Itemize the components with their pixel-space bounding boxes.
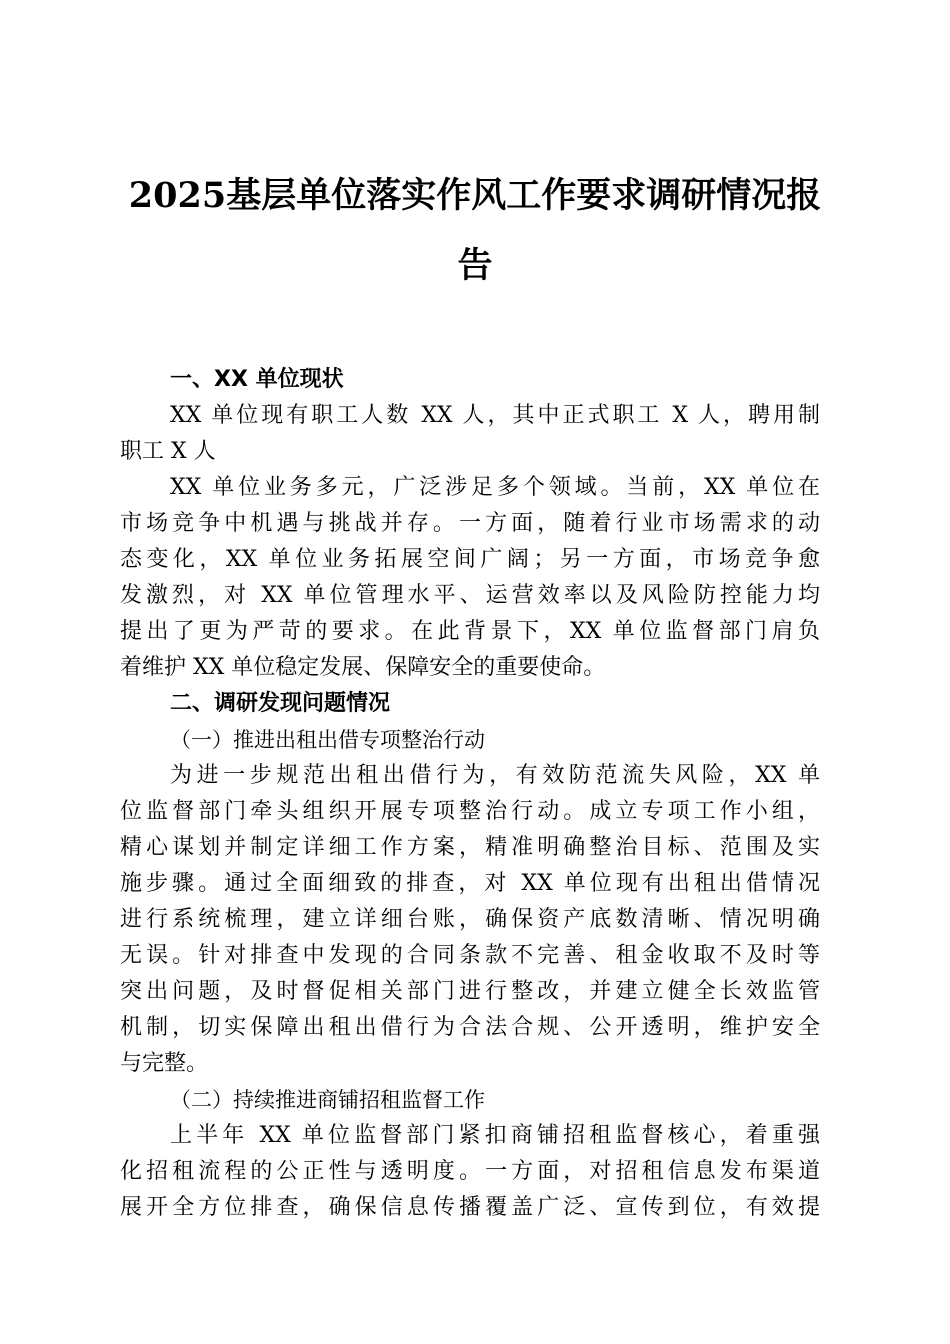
paragraph-line: 位监督部门牵头组织开展专项整治行动。成立专项工作小组， <box>120 799 820 824</box>
section-heading-2: 二、调研发现问题情况 <box>170 691 391 716</box>
subsection-heading-1: （一）推进出租出借专项整治行动 <box>170 728 485 752</box>
paragraph-line: 着维护 XX 单位稳定发展、保障安全的重要使命。 <box>120 655 606 680</box>
paragraph-1 <box>120 398 820 470</box>
paragraph-line: 职工 X 人 <box>120 439 216 464</box>
section-heading-1: 一、XX 单位现状 <box>170 367 344 392</box>
paragraph-line: 化招租流程的公正性与透明度。一方面，对招租信息发布渠道 <box>120 1159 820 1184</box>
paragraph-line: XX 单位业务多元，广泛涉足多个领域。当前，XX 单位在 <box>170 475 820 500</box>
paragraph-line: 发激烈，对 XX 单位管理水平、运营效率以及风险防控能力均 <box>120 583 820 608</box>
paragraph-line: 精心谋划并制定详细工作方案，精准明确整治目标、范围及实 <box>120 835 820 860</box>
paragraph-line: 提出了更为严苛的要求。在此背景下，XX 单位监督部门肩负 <box>120 619 820 644</box>
paragraph-line: 与完整。 <box>120 1051 209 1076</box>
paragraph-line: 上半年 XX 单位监督部门紧扣商铺招租监督核心，着重强 <box>170 1123 820 1148</box>
paragraph-line: XX 单位现有职工人数 XX 人，其中正式职工 X 人，聘用制 <box>170 403 820 428</box>
paragraph-line: 市场竞争中机遇与挑战并存。一方面，随着行业市场需求的动 <box>120 511 820 536</box>
document-title-line-1: 2025基层单位落实作风工作要求调研情况报 <box>128 175 822 216</box>
document-title-line-2: 告 <box>457 245 493 286</box>
document-body <box>120 362 820 1226</box>
paragraph-3 <box>120 758 820 1082</box>
paragraph-line: 态变化，XX 单位业务拓展空间广阔；另一方面，市场竞争愈 <box>120 547 820 572</box>
paragraph-line: 突出问题，及时督促相关部门进行整改，并建立健全长效监管 <box>120 979 820 1004</box>
paragraph-line: 展开全方位排查，确保信息传播覆盖广泛、宣传到位，有效提 <box>120 1195 820 1220</box>
subsection-heading-2: （二）持续推进商铺招租监督工作 <box>170 1088 485 1112</box>
paragraph-line: 进行系统梳理，建立详细台账，确保资产底数清晰、情况明确 <box>120 907 820 932</box>
paragraph-line: 为进一步规范出租出借行为，有效防范流失风险，XX 单 <box>170 763 820 788</box>
paragraph-line: 机制，切实保障出租出借行为合法合规、公开透明，维护安全 <box>120 1015 820 1040</box>
paragraph-line: 无误。针对排查中发现的合同条款不完善、租金收取不及时等 <box>120 943 820 968</box>
paragraph-line: 施步骤。通过全面细致的排查，对 XX 单位现有出租出借情况 <box>120 871 820 896</box>
paragraph-2 <box>120 470 820 686</box>
paragraph-4 <box>120 1118 820 1226</box>
